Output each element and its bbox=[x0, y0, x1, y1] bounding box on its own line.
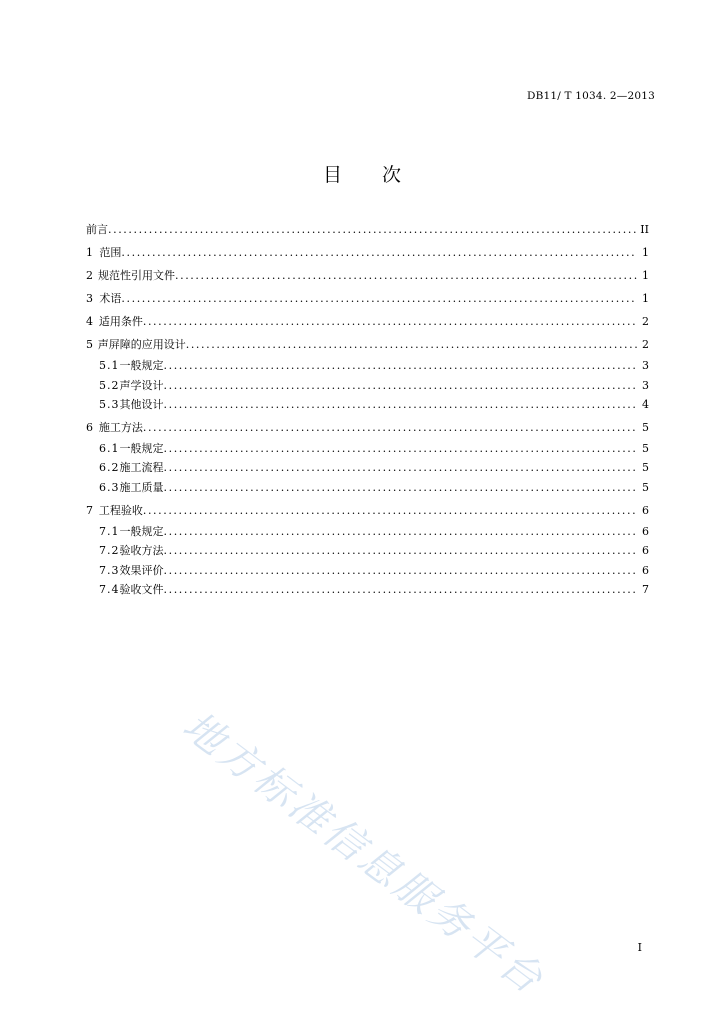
toc-entry-page: 6 bbox=[642, 503, 649, 517]
title-right-char: 次 bbox=[382, 164, 402, 186]
toc-entry-number: 7.3 bbox=[99, 563, 120, 577]
toc-entry-number: 7.4 bbox=[99, 583, 120, 597]
watermark: 地方标准信息服务平台 bbox=[174, 702, 554, 1005]
table-of-contents bbox=[86, 218, 649, 600]
toc-entry[interactable] bbox=[86, 376, 649, 396]
toc-entry-label: 施工质量 bbox=[119, 480, 164, 494]
toc-entry-page: 1 bbox=[642, 292, 649, 305]
toc-entry[interactable] bbox=[86, 241, 649, 264]
toc-entry-label: 验收文件 bbox=[119, 583, 164, 597]
toc-entry-page: 1 bbox=[642, 269, 649, 282]
toc-entry-page: 6 bbox=[642, 524, 649, 538]
toc-entry-page: 6 bbox=[642, 563, 649, 577]
title-left-char: 目 bbox=[322, 164, 342, 186]
toc-entry-label: 一般规定 bbox=[119, 524, 164, 538]
toc-entry[interactable] bbox=[86, 478, 649, 498]
toc-leader-dots bbox=[186, 333, 637, 356]
toc-leader-dots bbox=[108, 218, 636, 241]
toc-leader-dots bbox=[164, 580, 638, 600]
toc-leader-dots bbox=[143, 499, 637, 522]
toc-entry-page: 6 bbox=[642, 544, 649, 558]
toc-entry-label: 一般规定 bbox=[119, 359, 164, 372]
toc-entry-page: 5 bbox=[642, 441, 649, 455]
toc-entry[interactable] bbox=[86, 287, 649, 310]
toc-entry-number: 5 bbox=[86, 338, 94, 351]
toc-entry-page: 2 bbox=[642, 338, 649, 351]
toc-leader-dots bbox=[164, 541, 638, 561]
toc-entry[interactable] bbox=[86, 218, 649, 241]
toc-entry[interactable] bbox=[86, 541, 649, 561]
toc-entry-label: 工程验收 bbox=[98, 503, 143, 517]
toc-leader-dots bbox=[121, 241, 637, 264]
toc-entry-page: 5 bbox=[642, 480, 649, 494]
standard-code: DB11/ T 1034. 2—2013 bbox=[526, 90, 655, 102]
toc-entry-number: 1 bbox=[86, 246, 94, 259]
toc-entry-number: 5.1 bbox=[99, 359, 120, 372]
toc-entry[interactable] bbox=[86, 458, 649, 478]
toc-leader-dots bbox=[164, 458, 638, 478]
toc-entry[interactable] bbox=[86, 499, 649, 522]
toc-entry-number: 3 bbox=[86, 292, 94, 305]
toc-entry[interactable] bbox=[86, 561, 649, 581]
toc-leader-dots bbox=[164, 439, 638, 459]
toc-entry-number: 4 bbox=[86, 315, 94, 328]
toc-leader-dots bbox=[164, 376, 638, 396]
toc-leader-dots bbox=[143, 416, 637, 439]
toc-leader-dots bbox=[175, 264, 637, 287]
toc-entry[interactable] bbox=[86, 522, 649, 542]
toc-entry-label: 术语 bbox=[99, 292, 122, 305]
toc-entry-label: 声学设计 bbox=[119, 378, 164, 392]
toc-entry-number: 5.3 bbox=[99, 398, 120, 412]
toc-entry-page: 3 bbox=[642, 359, 649, 372]
toc-entry-label: 前言 bbox=[86, 223, 108, 236]
toc-entry-page: 3 bbox=[642, 378, 649, 392]
toc-entry-page: 5 bbox=[642, 420, 649, 434]
toc-entry-number: 5.2 bbox=[99, 378, 120, 392]
toc-entry[interactable] bbox=[86, 264, 649, 287]
toc-entry-number: 6 bbox=[86, 420, 94, 434]
toc-leader-dots bbox=[164, 522, 638, 542]
toc-entry[interactable] bbox=[86, 310, 649, 333]
toc-leader-dots bbox=[121, 287, 637, 310]
toc-entry[interactable] bbox=[86, 439, 649, 459]
toc-entry-label: 验收方法 bbox=[119, 544, 164, 558]
toc-entry-label: 效果评价 bbox=[119, 563, 164, 577]
toc-leader-dots bbox=[164, 561, 638, 581]
toc-entry-label: 适用条件 bbox=[98, 315, 143, 328]
toc-entry-number: 7.1 bbox=[99, 524, 120, 538]
toc-entry-page: 2 bbox=[642, 315, 649, 328]
toc-entry-number: 6.2 bbox=[99, 461, 120, 475]
toc-entry-number: 7.2 bbox=[99, 544, 120, 558]
toc-leader-dots bbox=[164, 356, 638, 376]
toc-leader-dots bbox=[164, 395, 638, 415]
toc-entry-label: 其他设计 bbox=[119, 398, 164, 412]
toc-entry-label: 一般规定 bbox=[119, 441, 164, 455]
toc-entry-label: 规范性引用文件 bbox=[98, 269, 175, 282]
page-title bbox=[0, 160, 724, 187]
toc-entry-label: 施工方法 bbox=[98, 420, 143, 434]
toc-entry-number: 6.3 bbox=[99, 480, 120, 494]
toc-leader-dots bbox=[143, 310, 637, 333]
toc-entry[interactable] bbox=[86, 333, 649, 356]
toc-entry[interactable] bbox=[86, 580, 649, 600]
toc-entry-number: 7 bbox=[86, 503, 94, 517]
toc-entry-label: 施工流程 bbox=[119, 461, 164, 475]
toc-entry-label: 声屏障的应用设计 bbox=[97, 338, 186, 351]
toc-entry-page: 5 bbox=[642, 461, 649, 475]
toc-entry[interactable] bbox=[86, 395, 649, 415]
toc-leader-dots bbox=[164, 478, 638, 498]
toc-entry[interactable] bbox=[86, 356, 649, 376]
toc-entry-page: 4 bbox=[642, 398, 649, 412]
toc-entry-page: 7 bbox=[642, 583, 649, 597]
toc-entry-page: 1 bbox=[642, 246, 649, 259]
toc-entry-number: 2 bbox=[86, 269, 94, 282]
toc-entry-number: 6.1 bbox=[99, 441, 120, 455]
toc-entry-page: II bbox=[640, 223, 649, 236]
toc-entry[interactable] bbox=[86, 416, 649, 439]
page-number: I bbox=[637, 941, 642, 954]
toc-entry-label: 范围 bbox=[99, 246, 122, 259]
